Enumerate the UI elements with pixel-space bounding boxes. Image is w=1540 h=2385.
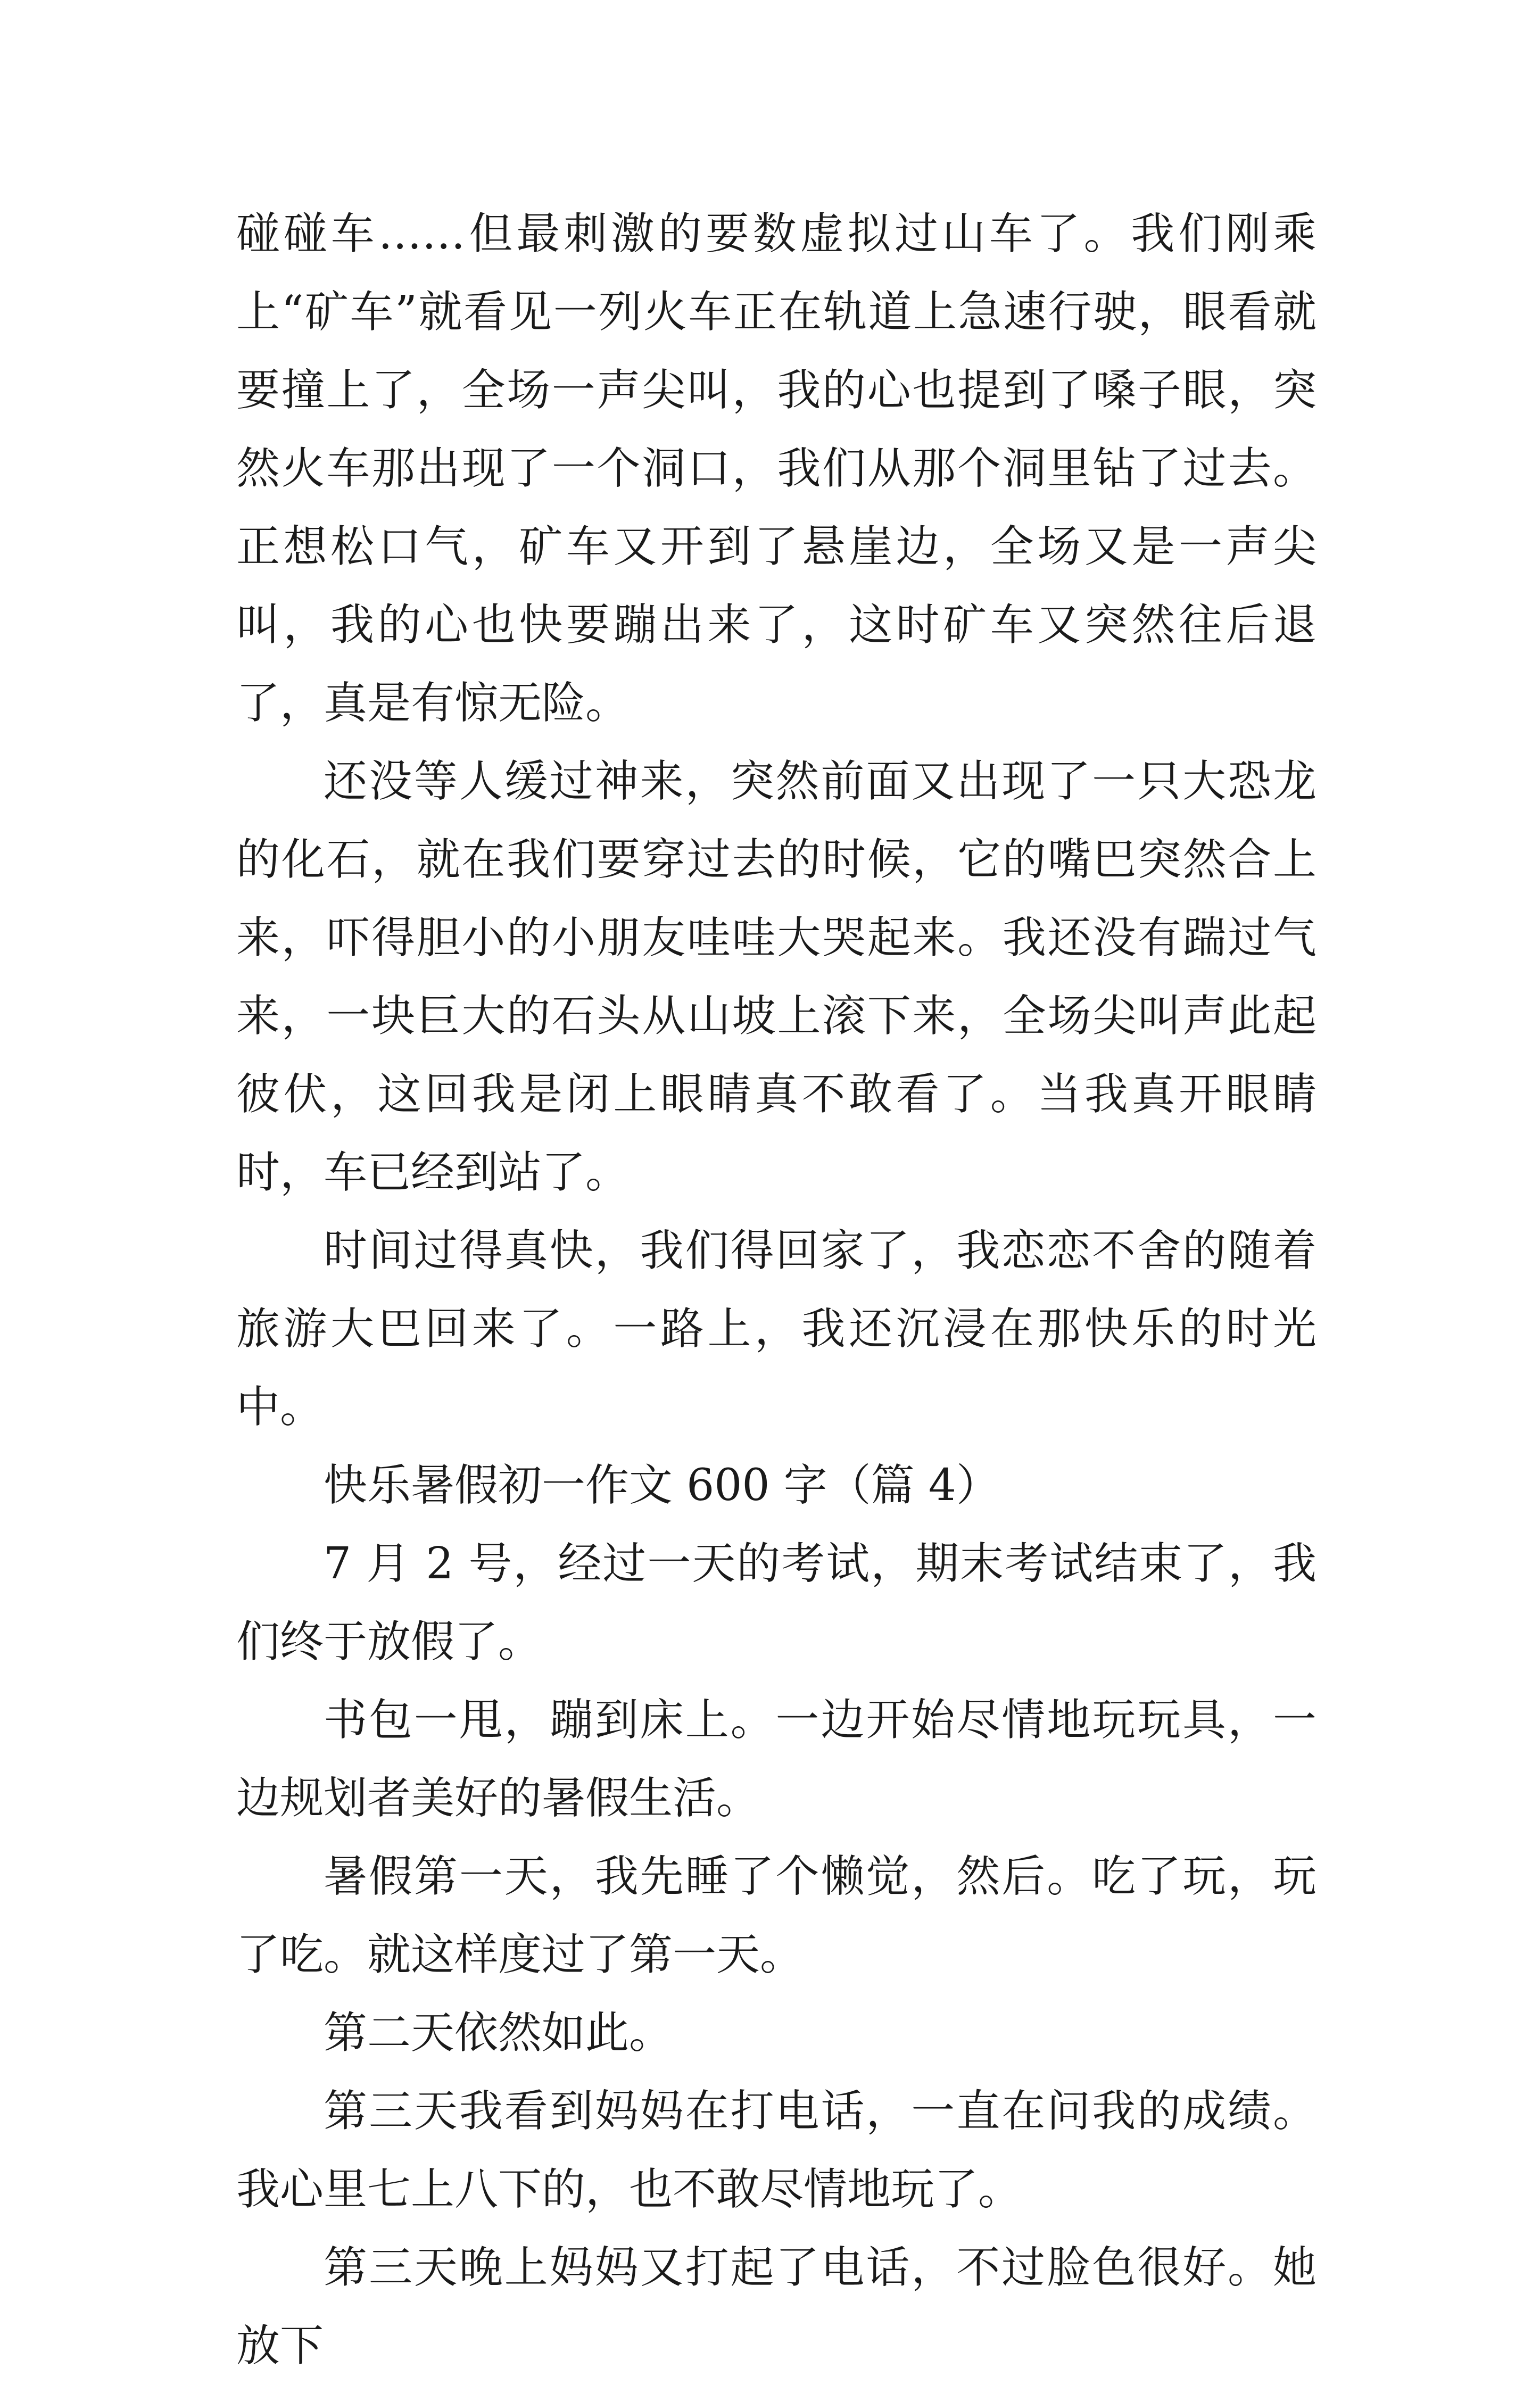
paragraph-third-day: 第三天我看到妈妈在打电话，一直在问我的成绩。我心里七上八下的，也不敢尽情地玩了。 [236, 2086, 1317, 2215]
paragraph-third-evening: 第三天晚上妈妈又打起了电话，不过脸色很好。她放下 [236, 2242, 1317, 2371]
paragraph-continued: 碰碰车……但最刺激的要数虚拟过山车了。我们刚乘上“矿车”就看见一列火车正在轨道上急速行驶，眼看就要撞上了，全场一声尖叫，我的心也提到了嗓子眼，突然火车那出现了一个洞口，我们从那个洞里钻了过去。正想松口气，矿车又开到了悬崖边，全场又是一声尖叫，我的心也快要蹦出来了，这时矿车又突然往后退了，真是有惊无险。 [236, 209, 1317, 728]
paragraph-return-home: 时间过得真快，我们得回家了，我恋恋不舍的随着旅游大巴回来了。一路上，我还沉浸在那快乐的时光中。 [236, 1225, 1317, 1432]
paragraph-first-day: 暑假第一天，我先睡了个懒觉，然后。吃了玩，玩了吃。就这样度过了第一天。 [236, 1851, 1317, 1980]
paragraph-schoolbag: 书包一甩，蹦到床上。一边开始尽情地玩玩具，一边规划者美好的暑假生活。 [236, 1695, 1317, 1824]
paragraph-second-day: 第二天依然如此。 [324, 2008, 673, 2058]
section-heading: 快乐暑假初一作文 600 字（篇 4） [324, 1460, 1000, 1511]
paragraph-exam-end: 7 月 2 号，经过一天的考试，期末考试结束了，我们终于放假了。 [236, 1538, 1317, 1667]
paragraph-dinosaur: 还没等人缓过神来，突然前面又出现了一只大恐龙的化石，就在我们要穿过去的时候，它的嘴巴突然合上来，吓得胆小的小朋友哇哇大哭起来。我还没有踹过气来，一块巨大的石头从山坡上滚下来，全场尖叫声此起彼伏，这回我是闭上眼睛真不敢看了。当我真开眼睛时，车已经到站了。 [236, 756, 1317, 1198]
article-body [236, 195, 1317, 2385]
